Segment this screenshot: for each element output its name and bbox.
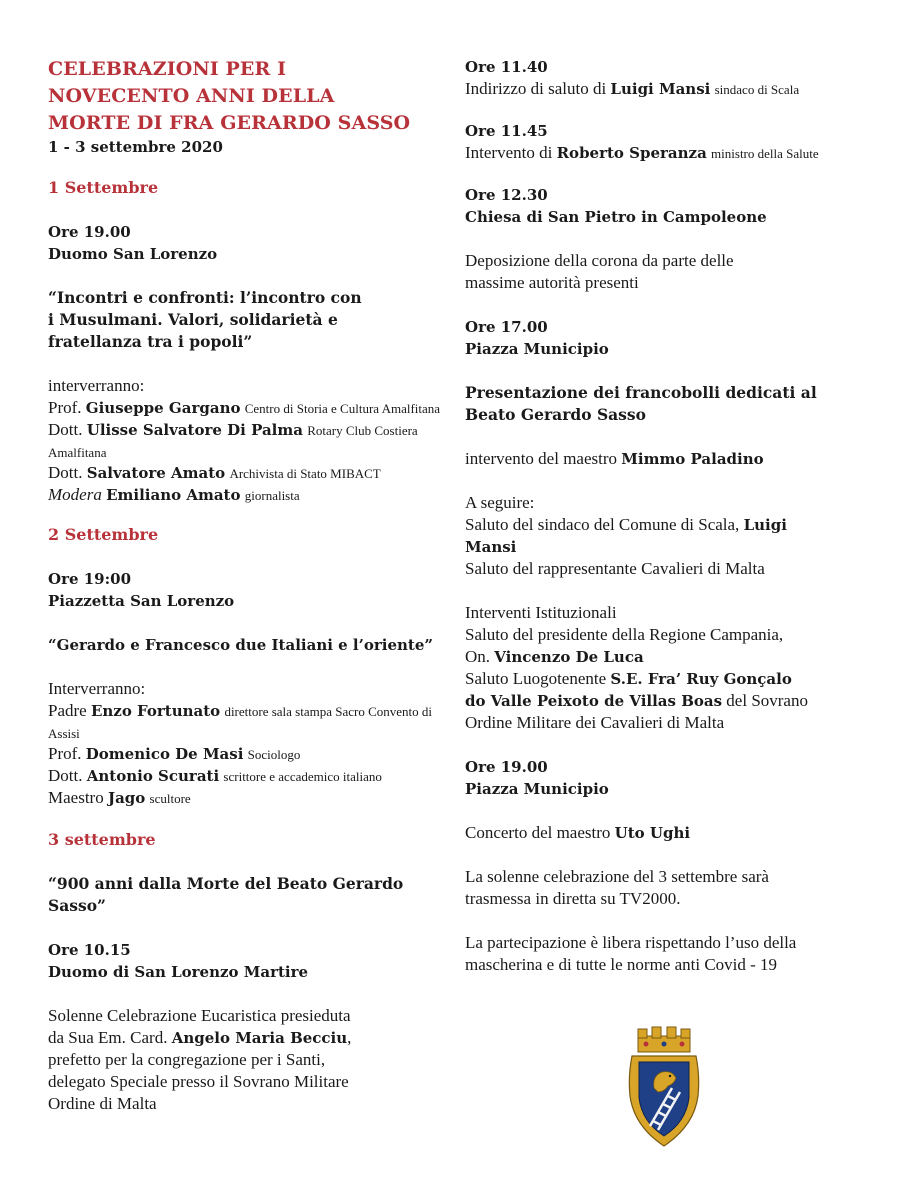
event-19-00-place: Piazza Municipio	[465, 780, 609, 798]
interventi-istituzionali: Interventi Istituzionali	[465, 603, 617, 622]
day2-speaker: Dott. Antonio Scurati scrittore e accademico italiano	[48, 766, 382, 785]
day1-place: Duomo San Lorenzo	[48, 245, 218, 263]
event-11-40-desc: Indirizzo di saluto di Luigi Mansi sindaco di Scala	[465, 79, 800, 98]
event-11-45-time: Ore 11.45	[465, 122, 548, 140]
day1-speakers-intro: interverranno:	[48, 376, 145, 395]
event-17-00-time: Ore 17.00	[465, 318, 548, 336]
event-12-30-place: Chiesa di San Pietro in Campoleone	[465, 208, 767, 226]
event-17-00-headline-line: Presentazione dei francobolli dedicati al	[465, 383, 817, 402]
day-heading-2: 2 Settembre	[48, 525, 159, 544]
day1-moderator: Modera Emiliano Amato giornalista	[48, 485, 300, 504]
day1-speaker: Dott. Ulisse Salvatore Di Palma Rotary Club Costiera Amalfitana	[48, 420, 418, 460]
saluto-presidente: Saluto del presidente della Regione Campania,	[465, 625, 784, 644]
saluto-cavalieri: Saluto del rappresentante Cavalieri di Malta	[465, 559, 765, 578]
event-11-45-desc: Intervento di Roberto Speranza ministro della Salute	[465, 143, 819, 162]
day2-speaker: Maestro Jago scultore	[48, 788, 191, 807]
broadcast-note-line: La solenne celebrazione del 3 settembre sarà	[465, 867, 769, 886]
event-11-40-time: Ore 11.40	[465, 58, 548, 76]
day3-desc-line: da Sua Em. Card. Angelo Maria Becciu,	[48, 1028, 352, 1047]
day3-time: Ore 10.15	[48, 941, 131, 959]
day2-time: Ore 19:00	[48, 570, 132, 588]
saluto-sindaco-cont: Mansi	[465, 538, 517, 556]
saluto-sindaco: Saluto del sindaco del Comune di Scala, Luigi	[465, 515, 787, 534]
saluto-luogotenente-end: Ordine Militare dei Cavalieri di Malta	[465, 713, 725, 732]
covid-note-line: mascherina e di tutte le norme anti Covid - 19	[465, 955, 778, 974]
a-seguire-label: A seguire:	[465, 493, 535, 512]
day-heading-1: 1 Settembre	[48, 178, 159, 197]
day1-speaker: Prof. Giuseppe Gargano Centro di Storia e Cultura Amalfitana	[48, 398, 441, 417]
day3-quote-line-1: “900 anni dalla Morte del Beato Gerardo	[48, 874, 404, 893]
covid-note-line: La partecipazione è libera rispettando l’uso della	[465, 933, 797, 952]
page-title-line-3: MORTE DI FRA GERARDO SASSO	[48, 112, 411, 134]
day1-quote-line-1: “Incontri e confronti: l’incontro con	[48, 288, 362, 307]
day2-place: Piazzetta San Lorenzo	[48, 592, 235, 610]
event-17-00-place: Piazza Municipio	[465, 340, 609, 358]
event-12-30-time: Ore 12.30	[465, 186, 548, 204]
event-12-30-desc-line: massime autorità presenti	[465, 273, 639, 292]
day3-desc-line: delegato Speciale presso il Sovrano Militare	[48, 1072, 349, 1091]
day3-desc-line: Ordine di Malta	[48, 1094, 157, 1113]
day2-speaker: Prof. Domenico De Masi Sociologo	[48, 744, 301, 763]
day3-place: Duomo di San Lorenzo Martire	[48, 963, 309, 981]
event-dates: 1 - 3 settembre 2020	[48, 138, 223, 156]
broadcast-note-line: trasmessa in diretta su TV2000.	[465, 889, 681, 908]
day-heading-3: 3 settembre	[48, 830, 156, 849]
event-17-00-intervento: intervento del maestro Mimmo Paladino	[465, 449, 764, 468]
right-column	[465, 56, 885, 976]
page-title-line-2: NOVECENTO ANNI DELLA	[48, 85, 335, 107]
day1-quote-line-3: fratellanza tra i popoli”	[48, 332, 253, 351]
day1-time: Ore 19.00	[48, 223, 131, 241]
page-title-line-1: CELEBRAZIONI PER I	[48, 58, 287, 80]
concert-desc: Concerto del maestro Uto Ughi	[465, 823, 691, 842]
event-12-30-desc-line: Deposizione della corona da parte delle	[465, 251, 734, 270]
event-19-00-time: Ore 19.00	[465, 758, 548, 776]
saluto-luogotenente-cont: do Valle Peixoto de Villas Boas del Sovrano	[465, 691, 808, 710]
day2-speakers-intro: Interverranno:	[48, 679, 146, 698]
day3-quote-line-2: Sasso”	[48, 896, 106, 915]
day1-quote-line-2: i Musulmani. Valori, solidarietà e	[48, 310, 338, 329]
event-17-00-headline-line: Beato Gerardo Sasso	[465, 405, 646, 424]
day3-desc-line: prefetto per la congregazione per i Santi,	[48, 1050, 326, 1069]
day3-desc-line: Solenne Celebrazione Eucaristica presieduta	[48, 1006, 351, 1025]
left-column	[48, 56, 448, 1115]
day2-speaker: Padre Enzo Fortunato direttore sala stampa Sacro Convento di Assisi	[48, 701, 433, 741]
day1-speaker: Dott. Salvatore Amato Archivista di Stato MIBACT	[48, 463, 381, 482]
saluto-presidente-name: On. Vincenzo De Luca	[465, 647, 644, 666]
saluto-luogotenente: Saluto Luogotenente S.E. Fra’ Ruy Gonçalo	[465, 669, 792, 688]
day2-quote: “Gerardo e Francesco due Italiani e l’oriente”	[48, 636, 433, 654]
scala-coat-of-arms-icon	[624, 1026, 704, 1150]
